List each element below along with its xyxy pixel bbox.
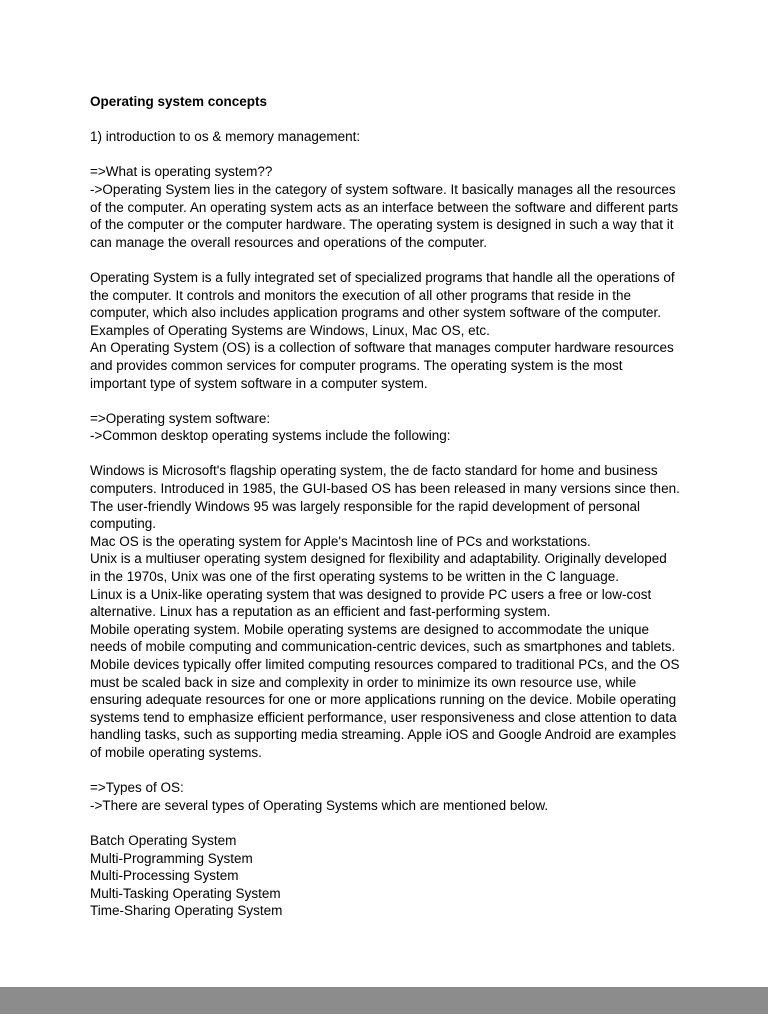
page-gap: [0, 987, 768, 1014]
paragraph: An Operating System (OS) is a collection of software that manages computer hardware resources and provides common services for computer programs. The operating system is the most important type of system software in a computer system.: [90, 340, 674, 391]
paragraph: ->Common desktop operating systems include the following:: [90, 428, 451, 444]
list-item: Time-Sharing Operating System: [90, 903, 283, 919]
paragraph: Examples of Operating Systems are Windows, Linux, Mac OS, etc.: [90, 322, 490, 338]
list-item: Multi-Processing System: [90, 868, 239, 884]
paragraph: Linux is a Unix-like operating system that was designed to provide PC users a free or low-cost alternative. Linux has a reputation as an efficient and fast-performing system.: [90, 586, 652, 620]
list-item: Batch Operating System: [90, 832, 237, 848]
paragraph: Mobile operating system. Mobile operating systems are designed to accommodate the unique needs of mobile computing and communication-centric devices, such as smartphones and tablets. Mobile devices typically offer limited computing resources compared to traditional PCs, and the OS must be scaled back in size and complexity in order to minimize its own resource use, while ensuring adequate resources for one or more applications running on the device. Mobile operating systems tend to emphasize efficient performance, user responsiveness and close attention to data handling tasks, such as supporting media streaming. Apple iOS and Google Android are examples of mobile operating systems.: [90, 621, 680, 760]
question-heading: =>What is operating system??: [90, 164, 273, 180]
paragraph: Operating System is a fully integrated set of specialized programs that handle all the operations of the computer. It controls and monitors the execution of all other programs that reside in the computer, which also includes application programs and other system software of the computer.: [90, 269, 675, 321]
section-heading: =>Operating system software:: [90, 410, 271, 426]
list-item: Multi-Tasking Operating System: [90, 885, 281, 901]
section-heading: 1) introduction to os & memory management:: [90, 129, 361, 145]
paragraph: Windows is Microsoft's flagship operating system, the de facto standard for home and business computers. Introduced in 1985, the GUI-based OS has been released in many versions since then. The user-friendly Windows 95 was largely responsible for the rapid development of personal computing.: [90, 463, 680, 532]
paragraph: Mac OS is the operating system for Apple's Macintosh line of PCs and workstations.: [90, 533, 591, 549]
section-heading: =>Types of OS:: [90, 780, 184, 796]
document-page-2-top: [0, 1014, 768, 1024]
paragraph: Unix is a multiuser operating system designed for flexibility and adaptability. Originally developed in the 1970s, Unix was one of the first operating systems to be written in the C language.: [90, 551, 667, 585]
list-item: Multi-Programming System: [90, 850, 253, 866]
paragraph: ->There are several types of Operating Systems which are mentioned below.: [90, 797, 549, 813]
paragraph: ->Operating System lies in the category of system software. It basically manages all the resources of the computer. An operating system acts as an interface between the software and different parts of the computer or the computer hardware. The operating system is designed in such a way that it can manage the overall resources and operations of the computer.: [90, 181, 679, 250]
doc-title: Operating system concepts: [90, 94, 268, 109]
